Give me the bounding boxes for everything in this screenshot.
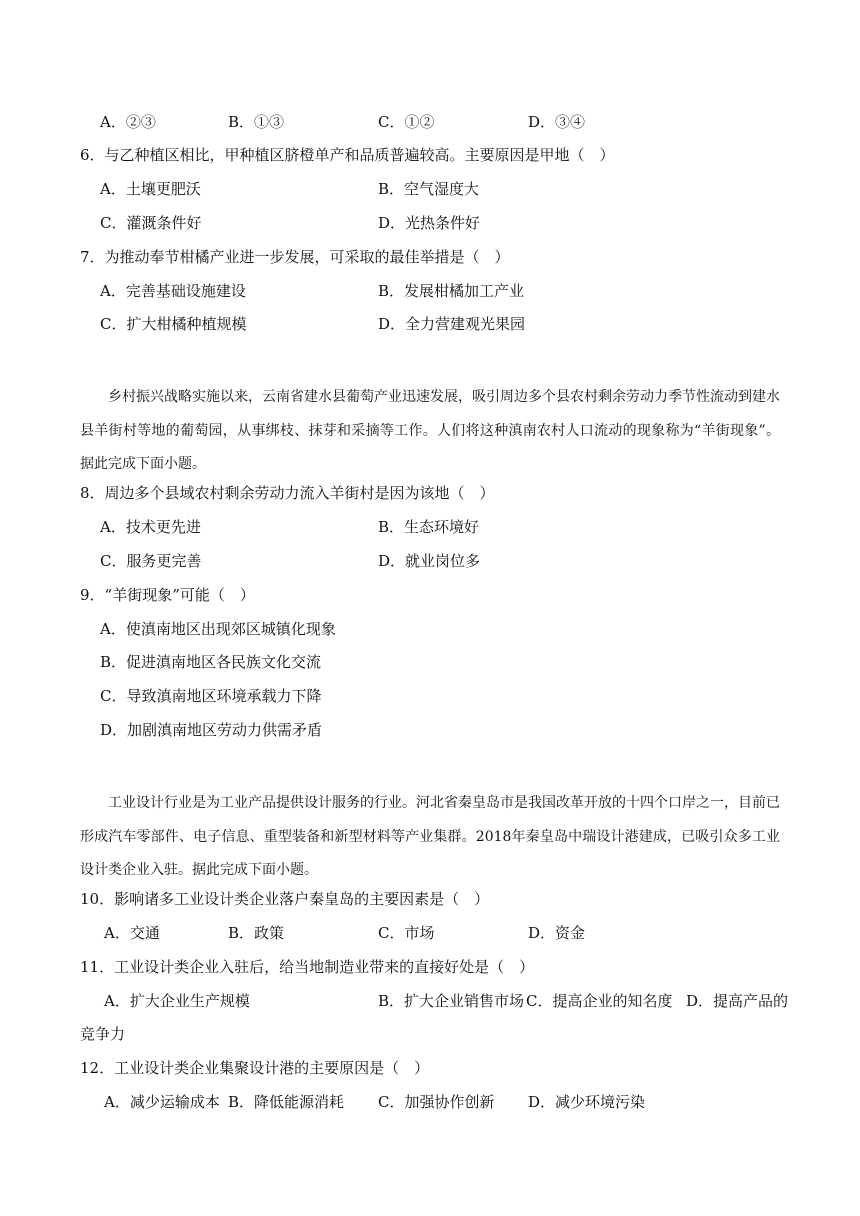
q10-option-c: C．市场 — [378, 924, 435, 942]
q8-option-b: B．生态环境好 — [378, 518, 480, 536]
q11-option-c: C．提高企业的知名度 — [526, 992, 673, 1010]
q8-stem: 8．周边多个县域农村剩余劳动力流入羊街村是因为该地（ ） — [80, 484, 495, 502]
q11-option-d-wrap: 竞争力 — [80, 1025, 126, 1043]
q5-option-b: B．①③ — [228, 113, 285, 131]
q7-option-c: C．扩大柑橘种植规模 — [100, 315, 247, 333]
q7-option-d: D．全力营建观光果园 — [378, 315, 526, 333]
q5-option-c: C．①② — [378, 113, 435, 131]
q10-option-a: A．交通 — [104, 924, 160, 942]
q8-option-c: C．服务更完善 — [100, 552, 202, 570]
q7-stem: 7．为推动奉节柑橘产业进一步发展，可采取的最佳举措是（ ） — [80, 248, 510, 266]
passage-industrial-design — [80, 787, 780, 888]
q9-option-c: C．导致滇南地区环境承载力下降 — [100, 687, 322, 705]
q12-option-c: C．加强协作创新 — [378, 1093, 495, 1111]
q7-option-a: A．完善基础设施建设 — [100, 282, 246, 300]
q6-option-a: A．土壤更肥沃 — [100, 180, 201, 198]
q11-option-d: D．提高产品的 — [686, 992, 789, 1010]
q12-option-d: D．减少环境污染 — [528, 1093, 646, 1111]
q7-option-b: B．发展柑橘加工产业 — [378, 282, 525, 300]
q10-stem: 10．影响诸多工业设计类企业落户秦皇岛的主要因素是（ ） — [80, 890, 490, 908]
q12-option-b: B．降低能源消耗 — [228, 1093, 345, 1111]
q10-option-d: D．资金 — [528, 924, 586, 942]
passage-industrial-design-text: 工业设计行业是为工业产品提供设计服务的行业。河北省秦皇岛市是我国改革开放的十四个口岸之一，目前已形成汽车零部件、电子信息、重型装备和新型材料等产业集群。2018年秦皇岛中瑞设计港建成，已吸引众多工业设计类企业入驻。据此完成下面小题。 — [80, 795, 780, 878]
passage-yangjie — [80, 381, 780, 482]
q6-option-b: B．空气湿度大 — [378, 180, 480, 198]
q8-option-a: A．技术更先进 — [100, 518, 201, 536]
q12-stem: 12．工业设计类企业集聚设计港的主要原因是（ ） — [80, 1059, 430, 1077]
q11-stem: 11．工业设计类企业入驻后，给当地制造业带来的直接好处是（ ） — [80, 958, 535, 976]
passage-yangjie-text: 乡村振兴战略实施以来，云南省建水县葡萄产业迅速发展，吸引周边多个县农村剩余劳动力季节性流动到建水县羊街村等地的葡萄园，从事绑枝、抹芽和采摘等工作。人们将这种滇南农村人口流动的现象称为“羊街现象”。据此完成下面小题。 — [80, 389, 780, 472]
q9-option-d: D．加剧滇南地区劳动力供需矛盾 — [100, 721, 323, 739]
q6-option-d: D．光热条件好 — [378, 214, 481, 232]
q9-option-a: A．使滇南地区出现郊区城镇化现象 — [100, 620, 336, 638]
q5-option-a: A．②③ — [100, 113, 156, 131]
q8-option-d: D．就业岗位多 — [378, 552, 481, 570]
q11-option-b: B．扩大企业销售市场 — [378, 992, 525, 1010]
q9-stem: 9．“羊街现象”可能（ ） — [80, 586, 255, 604]
q6-option-c: C．灌溉条件好 — [100, 214, 202, 232]
q6-stem: 6．与乙种植区相比，甲种植区脐橙单产和品质普遍较高。主要原因是甲地（ ） — [80, 146, 615, 164]
q10-option-b: B．政策 — [228, 924, 285, 942]
q5-option-d: D．③④ — [528, 113, 586, 131]
q11-option-a: A．扩大企业生产规模 — [104, 992, 250, 1010]
q12-option-a: A．减少运输成本 — [104, 1093, 220, 1111]
q9-option-b: B．促进滇南地区各民族文化交流 — [100, 653, 322, 671]
